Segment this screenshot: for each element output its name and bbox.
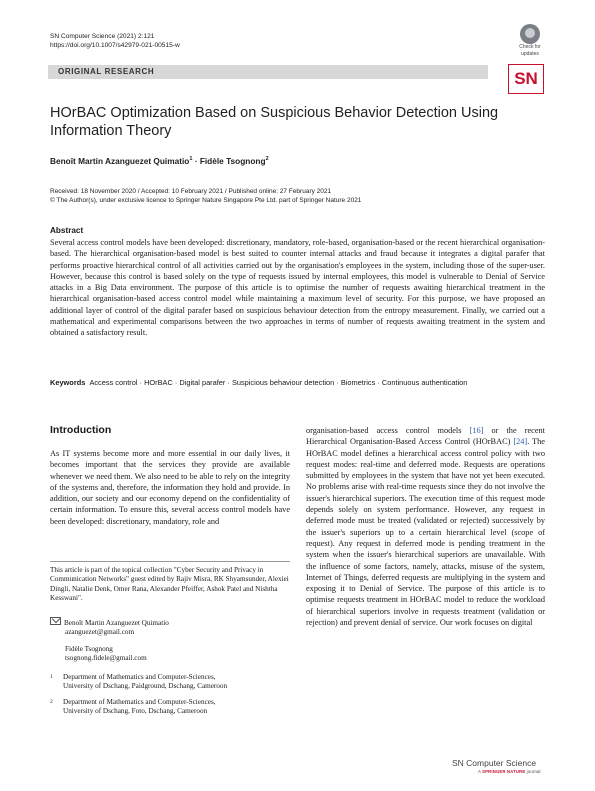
author-1-affil: 1 bbox=[189, 156, 193, 163]
affiliation-line: University of Dschang, Paidground, Dschang, Cameroon bbox=[63, 682, 228, 691]
check-for-updates-badge[interactable] bbox=[515, 24, 545, 57]
title-line-1: HOrBAC Optimization Based on Suspicious Behavior Detection Using bbox=[50, 105, 499, 121]
contact-name: Fidèle Tsognong bbox=[65, 644, 113, 653]
abstract-text: Several access control models have been developed: discretionary, mandatory, role-based, organisation-based or the recent hierarchical organisation-based. The hierarchical organisation-based model is best suited to counter internal attacks and fraud because it integrates a digital parafer that performs proactive hierarchical control of all activities carried out by the organisation's employees in the system, including those of the super-user. However, because this control is based solely on the type of requests issued by internal employees, this model is vulnerable to Denial of Service attacks in a Big Data environment. The purpose of this article is to optimise the number of requests awaiting hierarchical treatment in the hierarchical organisation-based access control model while maintaining a maximum level of security. For this purpose, we have proposed an additional layer of control of the digital parafer based on suspicious behaviour detection from the entropy measurement. Finally, we carried out a mathematical and experimental comparisons between the two approaches in terms of number of requests awaiting treatment in the system and obtained a satisfactory result. bbox=[50, 238, 545, 338]
journal-header bbox=[50, 32, 180, 50]
affiliation-number: 2 bbox=[50, 699, 53, 705]
footer-suffix: journal bbox=[525, 769, 541, 774]
footer-journal-name: SN Computer Science bbox=[452, 758, 537, 768]
copyright-line: © The Author(s), under exclusive licence to Springer Nature Singapore Pte Ltd. part of Springer Nature 2021 bbox=[50, 197, 362, 204]
article-type-label: ORIGINAL RESEARCH bbox=[58, 67, 155, 76]
journal-citation: SN Computer Science (2021) 2:121 bbox=[50, 33, 155, 40]
keywords-label: Keywords bbox=[50, 378, 86, 387]
contact-email[interactable]: tsognong.fidele@gmail.com bbox=[65, 653, 147, 662]
crossmark-icon bbox=[520, 24, 540, 44]
publication-dates bbox=[50, 187, 361, 205]
springer-nature-brand: SPRINGER NATURE bbox=[482, 769, 526, 774]
introduction-col1-text: As IT systems become more and more essential in our daily lives, it becomes important that the services they provide are available whenever we need them. We also need to be able to rely on the integrity of the systems and, therefore, the information they hold and provide. In addition, our society and our economy depend on the confidentiality of certain information. To ensure this, several access control models have been developed: discretionary, mandatory, role and bbox=[50, 449, 290, 526]
contact-email[interactable]: azanguezet@gmail.com bbox=[65, 628, 135, 637]
affiliation-line: Department of Mathematics and Computer-Sciences, bbox=[63, 673, 216, 681]
footnote-divider bbox=[50, 561, 290, 562]
envelope-icon bbox=[50, 617, 61, 625]
footer-prefix: A bbox=[478, 769, 483, 774]
abstract-heading: Abstract bbox=[50, 226, 84, 235]
author-1[interactable]: Benoît Martin Azanguezet Quimatio bbox=[50, 156, 190, 166]
introduction-col2-text bbox=[306, 425, 545, 628]
author-2[interactable]: Fidèle Tsognong bbox=[199, 156, 266, 166]
col2-text-a: organisation-based access control models bbox=[306, 426, 470, 435]
crossmark-label-1: Check for bbox=[519, 44, 541, 50]
affiliation-1 bbox=[50, 673, 290, 692]
affiliation-number: 1 bbox=[50, 674, 53, 680]
introduction-heading: Introduction bbox=[50, 424, 112, 436]
corresponding-contacts bbox=[50, 617, 290, 663]
affiliation-2 bbox=[50, 698, 290, 717]
author-list bbox=[50, 156, 269, 166]
topical-collection-note: This article is part of the topical collection "Cyber Security and Privacy in Communication Networks" guest edited by Rajiv Misra, RK Shyamsunder, Alexiei Dingli, Natalie Denk, Omer Rana, Alexander Pfeiffer, Ashok Patel and Nishtha Kesswani". bbox=[50, 566, 289, 602]
col2-text-c: . The HOrBAC model defines a hierarchical access control policy with two request modes: real-time and deferred mode. Requests are operations submitted by employees in the system that have not yet been executed. No problems arise with real-time requests since they do not involve the issuer's hierarchical superiors. The execution time of this request mode depends solely on system performance. However, any request in deferred mode must be treated (validated or rejected) successively by the issuer's superiors up to a certain hierarchical level (scope of request). Any request in deferred mode is pending treatment in the system when the issuer's hierarchical superiors are unavailable. With the influence of some factors, namely, attacks, misuse of the system, Internet of Things, deferred requests are multiplying in the system and exposing it to Denial of Service. The purpose of this article is to optimise requests treatment in HOrBAC model to reduce the workload of hierarchical superiors involve in requests treatment (validation or rejection) and prevent denial of service. Our work focuses on digital bbox=[306, 437, 545, 628]
author-2-affil: 2 bbox=[265, 156, 269, 163]
affiliation-line: Department of Mathematics and Computer-Sciences, bbox=[63, 698, 216, 706]
affiliation-line: University of Dschang, Foto, Dschang, Cameroon bbox=[63, 707, 208, 716]
title-line-2: Information Theory bbox=[50, 123, 172, 139]
dates-line: Received: 18 November 2020 / Accepted: 10 February 2021 / Published online: 27 February 2021 bbox=[50, 188, 332, 195]
sn-journal-logo: SN bbox=[508, 64, 544, 94]
keywords bbox=[50, 377, 545, 388]
contact-name: Benoît Martin Azanguezet Quimatio bbox=[64, 619, 169, 627]
doi-link[interactable]: https://doi.org/10.1007/s42979-021-00515-w bbox=[50, 42, 180, 49]
footer-publisher bbox=[478, 769, 541, 774]
author-separator: · bbox=[192, 156, 200, 166]
citation-link[interactable]: [16] bbox=[469, 426, 484, 435]
contact-entry bbox=[50, 617, 290, 628]
crossmark-label-2: updates bbox=[521, 50, 539, 57]
keywords-list: Access control · HOrBAC · Digital parafer · Suspicious behaviour detection · Biometrics · Continuous authentication bbox=[89, 378, 468, 387]
citation-link[interactable]: [24] bbox=[513, 437, 528, 447]
article-title bbox=[50, 104, 510, 140]
col2-text-b: or the recent Hierarchical Organisation-Based Access Control (HOrBAC) bbox=[306, 426, 545, 447]
